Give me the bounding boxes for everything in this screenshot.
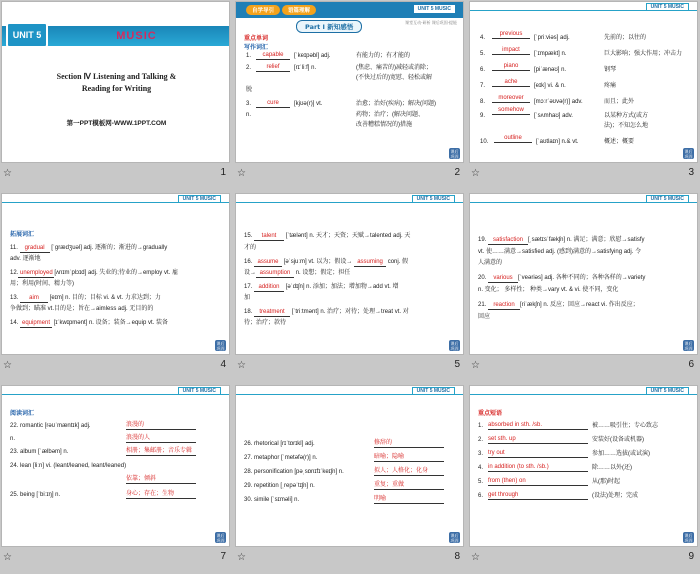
meaning: 而且；此外 (604, 99, 635, 105)
row-word: 22. romantic [rəʊˈmæntɪk] adj. (10, 423, 91, 429)
slide-8 (235, 385, 464, 547)
line: n. 变化； 多样性； 种类→vary vt. & vi. 使不同，变化 (478, 287, 619, 293)
phonetic: [eɪk] vi. & n. (534, 83, 566, 89)
slide-number: 5 (454, 359, 460, 370)
slide-thumb-6[interactable] (468, 192, 700, 382)
slide-3 (469, 1, 698, 163)
row-word: 30. simile [ˈsɪməli] n. (244, 497, 300, 503)
star-icon[interactable]: ☆ (237, 552, 246, 563)
meaning: 参加……选拔(或试演) (592, 451, 650, 457)
answer-blank: cure (256, 99, 290, 108)
row-num: 脱 (246, 87, 253, 93)
meaning: 有能力的；有才能的 (356, 53, 411, 59)
heading-key-words: 重点单词 (244, 36, 269, 42)
answer-blank: try out (488, 449, 588, 458)
star-icon[interactable]: ☆ (3, 168, 12, 179)
line: 争做到；瞄准 vt.目的是；旨在→aimless adj. 无目的的 (10, 306, 154, 312)
answer-blank: 浪漫的 (126, 421, 196, 430)
nav-corner-icon[interactable]: 课后 巩固 (684, 149, 693, 159)
star-icon[interactable]: ☆ (471, 168, 480, 179)
slide-number: 2 (454, 167, 460, 178)
heading-expand-vocab: 拓展词汇 (10, 232, 35, 238)
slide-thumb-3[interactable] (468, 0, 700, 190)
row-num: 3. (478, 451, 484, 457)
answer-blank: set sth. up (488, 435, 588, 444)
row-num: 1. (246, 53, 252, 59)
phonetic: [mɔːrˈəʊvə(r)] adv. (534, 99, 583, 105)
slide-7 (1, 385, 230, 547)
line: 人满意的 (478, 260, 503, 266)
star-icon[interactable]: ☆ (237, 360, 246, 371)
unit-tag: UNIT 5 MUSIC (412, 387, 455, 395)
nav-corner-icon[interactable]: 课后 巩固 (450, 341, 459, 351)
answer-blank: piano (492, 62, 530, 71)
row-num: 6. (480, 67, 486, 73)
phonetic: [rɪˈliːf] n. (294, 65, 317, 71)
slide-thumb-4[interactable] (0, 192, 232, 382)
star-icon[interactable]: ☆ (471, 360, 480, 371)
answer-blank: 身心；存在；生物 (126, 490, 196, 499)
section-line-2: Reading for Writing (81, 84, 152, 93)
nav-corner-icon[interactable]: 课后 巩固 (684, 341, 693, 351)
line: 设→ assumption n. 设想；假定；担任 (244, 270, 351, 276)
unit-tag: UNIT 5 MUSIC (646, 387, 689, 395)
row-word: 29. repetition [ˌrepəˈtɪʃn] n. (244, 483, 315, 489)
meaning: 钢琴 (604, 67, 617, 73)
row-num: 2. (246, 65, 252, 71)
answer-blank: relief (256, 63, 290, 72)
nav-corner-icon[interactable]: 课后 巩固 (450, 149, 459, 159)
row-num: 10. (480, 139, 489, 145)
phonetic: [ˈaʊtlaɪn] n.& vt. (536, 139, 579, 145)
slide-5 (235, 193, 464, 355)
tab-self-study[interactable]: 自学导引 (246, 5, 280, 15)
heading-key-phrases: 重点短语 (478, 411, 503, 417)
row-num: 8. (480, 99, 486, 105)
row-num: 1. (478, 423, 484, 429)
row-word: 26. rhetorical [rɪˈtɒrɪkl] adj. (244, 441, 315, 447)
answer-blank: get through (488, 491, 588, 500)
answer-blank: 浪漫的人 (126, 434, 196, 443)
answer-blank: capable (256, 51, 290, 60)
answer-blank: 依靠；倾斜 (126, 475, 196, 484)
row-num: 6. (478, 493, 484, 499)
meaning: 改善糟糕情况的)措施 (356, 122, 412, 128)
answer-blank: impact (492, 46, 530, 55)
answer-blank: from (then) on (488, 477, 588, 486)
row-word: 24. lean [liːn] vi. (leant/leaned, leant/leaned) (10, 463, 127, 469)
line: adv. 逐渐地 (10, 256, 41, 262)
row-num: 4. (478, 465, 484, 471)
row-num: 5. (478, 479, 484, 485)
nav-corner-icon[interactable]: 课后 巩固 (684, 533, 693, 543)
answer-blank: 修辞的 (374, 439, 444, 448)
part-label: Part Ⅰ 新知感悟 (296, 20, 362, 33)
line: 18. treatment [ˈtriːtmənt] n. 治疗；对待；处理→treat vt. 对 (244, 309, 409, 315)
meaning: 从(那)时起 (592, 479, 620, 485)
line: 19. satisfaction [ˌsætɪsˈfækʃn] n. 满足；满意；欣慰→satisfy (478, 237, 645, 243)
phonetic: [ˈkeɪpəbl] adj. (294, 53, 331, 59)
phonetic: [kjʊə(r)] vt. (294, 101, 323, 107)
row-num: 4. (480, 35, 486, 41)
phonetic: [ˈpriːviəs] adj. (534, 35, 570, 41)
unit-tag: UNIT 5 MUSIC (412, 195, 455, 203)
row-num: n. (246, 112, 252, 118)
answer-blank: absorbed in sth. /sb. (488, 421, 588, 430)
section-line-1: Section Ⅳ Listening and Talking & (56, 72, 177, 81)
meaning: 被……吸引住；专心致志 (592, 423, 659, 429)
meaning: 疼痛 (604, 83, 617, 89)
line: 才的 (244, 245, 257, 251)
row-word: n. (10, 436, 16, 442)
slide-number: 3 (688, 167, 694, 178)
row-word: 23. album [ˈælbəm] n. (10, 449, 69, 455)
sub-tag: 课堂互动·研析 课后巩固·提能 (405, 20, 457, 25)
heading-reading-vocab: 阅读词汇 (10, 411, 35, 417)
line: 待；治疗；款待 (244, 320, 287, 326)
line: 14. equipment [ɪˈkwɪpmənt] n. 设备；装备→equip vt. 装备 (10, 320, 168, 326)
unit-tag: UNIT 5 MUSIC (178, 387, 221, 395)
meaning: 概述；概要 (604, 139, 635, 145)
tab-text-understanding[interactable]: 语篇理解 (282, 5, 316, 15)
phonetic: [piˈænəʊ] n. (534, 67, 567, 73)
meaning: 法)；不知怎么地 (604, 123, 648, 129)
nav-corner-icon[interactable]: 课后 巩固 (450, 533, 459, 543)
answer-blank: 相册；集邮册；音乐专辑 (126, 447, 196, 456)
answer-blank: 明喻 (374, 495, 444, 504)
slide-4 (1, 193, 230, 355)
line: 21. reaction [riˈækʃn] n. 反应；回应→react vi. 作出反应； (478, 302, 639, 308)
nav-corner-icon[interactable]: 课后 巩固 (216, 533, 225, 543)
line: 11. gradual [ˈɡrædʒuəl] adj. 逐渐的；渐进的→gradually (10, 245, 168, 251)
answer-blank: 拟人；人格化；化身 (374, 467, 444, 476)
unit-tag: UNIT 5 MUSIC (178, 195, 221, 203)
row-word: 28. personification [pəˌsɒnɪfɪˈkeɪʃn] n. (244, 469, 344, 475)
unit-tag: UNIT 5 MUSIC (646, 3, 689, 11)
answer-blank: somehow (492, 106, 530, 115)
answer-blank: 重复；重做 (374, 481, 444, 490)
source-text: 第一PPT模板网-WWW.1PPT.COM (66, 120, 167, 127)
slide-number: 1 (220, 167, 226, 178)
line: 12. unemployed [ʌnɪmˈplɔɪd] adj. 失业的;待业的→employ vt. 雇 (10, 270, 178, 276)
meaning: 药物；治疗；(解决问题、 (356, 112, 424, 118)
meaning: (设法)处理；完成 (592, 493, 638, 499)
slide-thumb-7[interactable] (0, 384, 232, 574)
unit-tag: UNIT 5 MUSIC (646, 195, 689, 203)
star-icon[interactable]: ☆ (3, 360, 12, 371)
answer-blank: moreover (492, 94, 530, 103)
unit-badge: UNIT 5 (6, 22, 48, 48)
line: 加 (244, 295, 251, 301)
star-icon[interactable]: ☆ (237, 168, 246, 179)
meaning: (焦虑、痛苦的)减轻或消除； (356, 65, 432, 71)
slide-title: MUSIC (116, 30, 157, 42)
answer-blank: in addition (to sth. /sb.) (488, 463, 588, 472)
heading-writing-vocab: 写作词汇 (244, 45, 269, 51)
line: 用；利用(时间、精力等) (10, 281, 74, 287)
answer-blank: 暗喻；隐喻 (374, 453, 444, 462)
answer-blank: ache (492, 78, 530, 87)
phonetic: [ˈɪmpækt] n. (534, 51, 567, 57)
star-icon[interactable]: ☆ (3, 552, 12, 563)
row-word: 27. metaphor [ˈmetəfə(r)] n. (244, 455, 318, 461)
slide-number: 4 (220, 359, 226, 370)
slide-thumb-5[interactable] (234, 192, 466, 382)
row-num: 3. (246, 101, 252, 107)
slide-number: 9 (688, 551, 694, 562)
slide-number: 8 (454, 551, 460, 562)
meaning: 除……以外(还) (592, 465, 632, 471)
meaning: 以某种方式(或方 (604, 113, 648, 119)
slide-thumb-2[interactable] (234, 0, 466, 190)
meaning: (不快过后的)宽慰、轻松或解 (356, 75, 432, 81)
slide-number: 7 (220, 551, 226, 562)
row-word: 25. being [ˈbiːɪŋ] n. (10, 492, 61, 498)
line: 20. various [ˈveəriəs] adj. 各种不同的；各种各样的→variety (478, 275, 646, 281)
slide-number: 6 (688, 359, 694, 370)
answer-blank: outline (494, 134, 532, 143)
unit-tag: UNIT 5 MUSIC (414, 5, 455, 13)
slide-thumb-1[interactable] (0, 0, 232, 190)
meaning: 巨大影响；强大作用；冲击力 (604, 51, 683, 57)
meaning: 安装好(设备或机器) (592, 437, 644, 443)
answer-blank: previous (492, 30, 530, 39)
slide-2 (235, 1, 464, 163)
star-icon[interactable]: ☆ (471, 552, 480, 563)
row-num: 9. (480, 113, 486, 119)
row-num: 7. (480, 83, 486, 89)
slide-6 (469, 193, 698, 355)
row-num: 5. (480, 51, 486, 57)
slide-9 (469, 385, 698, 547)
line: 17. addition [əˈdɪʃn] n. 添加；加法；增加物→add vt. 增 (244, 284, 399, 290)
line: 15. talent [ˈtælənt] n. 天才；天资；天赋→talented adj. 天 (244, 233, 411, 239)
line: 回应 (478, 314, 491, 320)
slide-thumb-9[interactable] (468, 384, 700, 574)
line: 16. assume [əˈsjuːm] vt. 以为；假设→ assuming conj. 假 (244, 259, 409, 265)
row-num: 2. (478, 437, 484, 443)
nav-corner-icon[interactable]: 课后 巩固 (216, 341, 225, 351)
phonetic: [ˈsʌmhaʊ] adv. (534, 113, 573, 119)
line: vt. 使……满意→satisfied adj. (感到)满意的→satisfying adj. 令 (478, 249, 642, 255)
meaning: 治愈；治好(疾病)；解决(问题) (356, 101, 436, 107)
slide-thumb-8[interactable] (234, 384, 466, 574)
line: 13. aim [eɪm] n. 目的；目标 vi. & vt. 力求达到；力 (10, 295, 161, 301)
meaning: 先前的；以往的 (604, 35, 647, 41)
slide-1 (1, 1, 230, 163)
